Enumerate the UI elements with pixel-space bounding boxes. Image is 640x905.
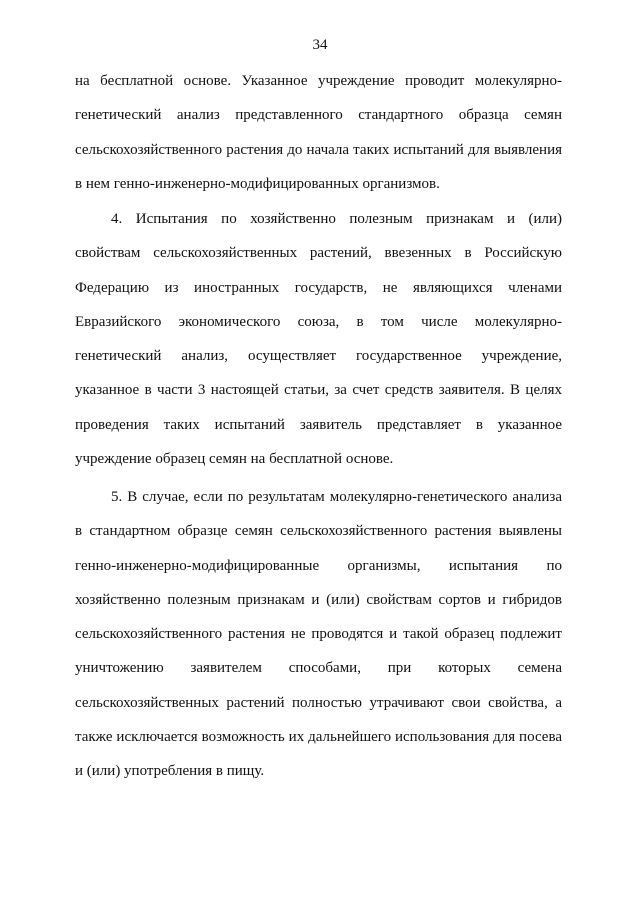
page-number: 34 [312, 37, 328, 53]
paragraph-item-5: 5. В случае, если по результатам молекулярно-генетического анализа в стандартном образце семян сельскохозяйственного растения выявлены генно-инженерно-модифицированные организмы, испытания по хозяйственно полезным признакам и (или) свойствам сортов и гибридов сельскохозяйственного растения не проводятся и такой образец подлежит уничтожению заявителем способами, при которых семена сельскохозяйственных растений полностью утрачивают свои свойства, а также исключается возможность их дальнейшего использования для посева и (или) употребления в пищу. [75, 489, 562, 780]
paragraph-continuation: на бесплатной основе. Указанное учреждение проводит молекулярно-генетический анализ представленного стандартного образца семян сельскохозяйственного растения до начала таких испытаний для выявления в нем генно-инженерно-модифицированных организмов. [75, 73, 562, 192]
paragraph-item-4: 4. Испытания по хозяйственно полезным признакам и (или) свойствам сельскохозяйственных растений, ввезенных в Российскую Федерацию из иностранных государств, не являющихся членами Евразийского экономического союза, в том числе молекулярно-генетический анализ, осуществляет государственное учреждение, указанное в части 3 настоящей статьи, за счет средств заявителя. В целях проведения таких испытаний заявитель представляет в указанное учреждение образец семян на бесплатной основе. [75, 211, 562, 468]
